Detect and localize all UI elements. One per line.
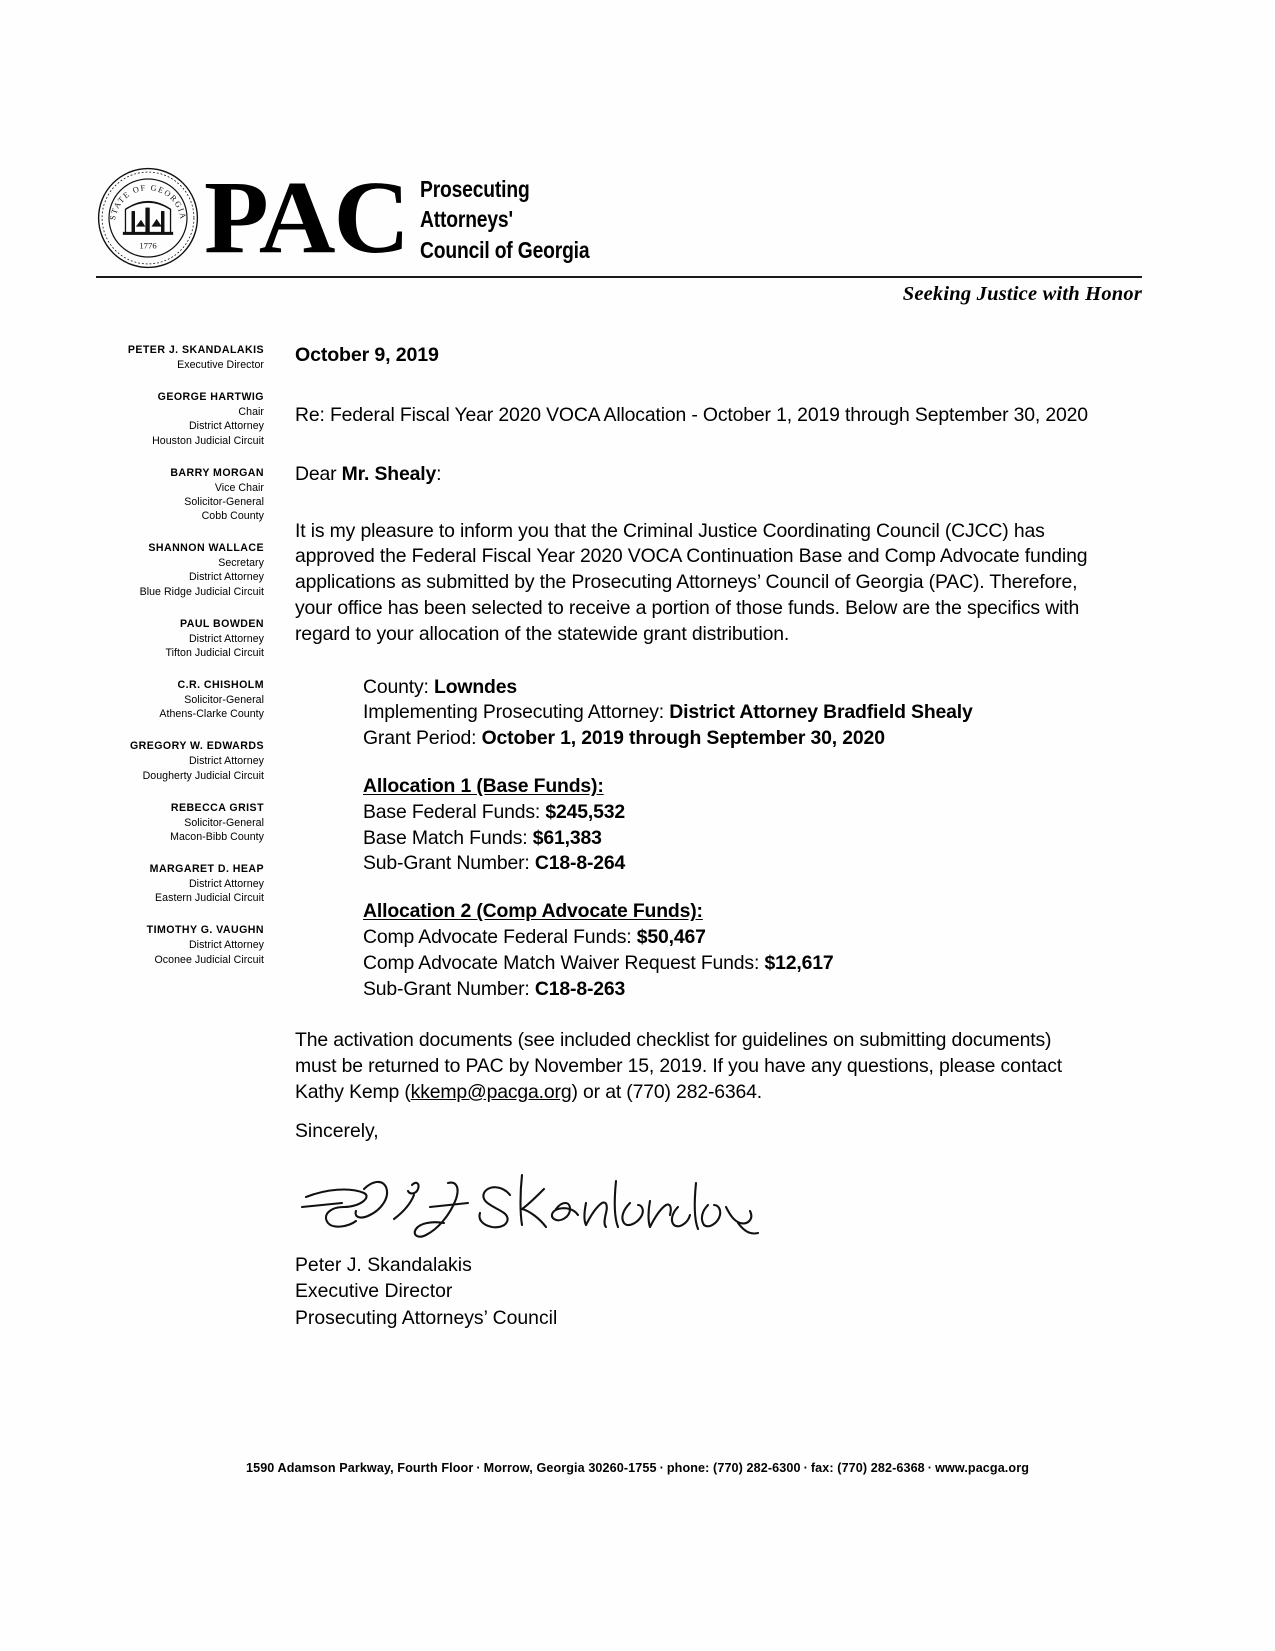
spacer <box>363 752 1095 774</box>
grant-period-label: Grant Period: <box>363 727 482 750</box>
contact-email-link[interactable]: kkemp@pacga.org <box>410 1080 572 1103</box>
county-label: County: <box>363 675 435 698</box>
row-label: Comp Advocate Match Waiver Request Funds: <box>363 951 765 974</box>
allocation-1-row <box>363 826 1095 852</box>
letter-paragraph-closing <box>295 1028 1095 1105</box>
footer-address: 1590 Adamson Parkway, Fourth Floor <box>245 1461 474 1475</box>
footer-fax: fax: (770) 282-6368 <box>810 1461 925 1475</box>
closing-text-part-2: ) or at (770) 282-6364. <box>571 1080 763 1103</box>
roster-name: PAUL BOWDEN <box>179 617 264 630</box>
salutation-suffix: : <box>436 462 442 485</box>
letter-salutation <box>295 462 1095 488</box>
board-roster-sidebar <box>86 344 264 986</box>
letter-date: October 9, 2019 <box>295 344 439 366</box>
letter-closing-salutation: Sincerely, <box>295 1120 379 1142</box>
footer-phone: phone: (770) 282-6300 <box>666 1461 801 1475</box>
footer-separator: · <box>476 1461 481 1475</box>
row-label: Comp Advocate Federal Funds: <box>363 926 637 948</box>
organization-motto: Seeking Justice with Honor <box>902 283 1142 305</box>
pac-acronym: PAC <box>203 159 409 275</box>
footer-city: Morrow, Georgia 30260-1755 <box>483 1461 657 1475</box>
salutation-prefix: Dear <box>295 462 342 485</box>
list-item <box>86 802 264 844</box>
allocation-2-row <box>363 925 1095 951</box>
row-value: $61,383 <box>532 826 602 849</box>
pac-tagline <box>420 170 589 264</box>
attorney-value: District Attorney Bradfield Shealy <box>669 701 973 724</box>
roster-detail: Macon-Bibb County <box>170 830 264 843</box>
roster-name: PETER J. SKANDALAKIS <box>127 344 264 356</box>
roster-detail: Chair <box>238 406 264 419</box>
allocation-1-heading: Allocation 1 (Base Funds): <box>363 775 604 798</box>
list-item <box>86 679 264 721</box>
list-item <box>86 863 264 905</box>
attorney-label: Implementing Prosecuting Attorney: <box>363 701 670 724</box>
allocation-2-heading: Allocation 2 (Comp Advocate Funds): <box>363 900 703 923</box>
row-value: $12,617 <box>764 951 834 974</box>
footer-separator: · <box>659 1461 664 1475</box>
roster-detail: Athens-Clarke County <box>159 708 264 721</box>
row-value: C18-8-264 <box>534 852 626 875</box>
row-value: $245,532 <box>545 800 626 823</box>
salutation-recipient: Mr. Shealy <box>341 462 437 485</box>
roster-name: GEORGE HARTWIG <box>157 391 264 404</box>
letter-body <box>295 342 1095 1106</box>
roster-detail: Solicitor-General <box>184 816 264 829</box>
row-label: Sub-Grant Number: <box>363 977 535 1000</box>
roster-name: SHANNON WALLACE <box>148 542 264 555</box>
footer-website[interactable]: www.pacga.org <box>935 1461 1029 1475</box>
paragraph-text: It is my pleasure to inform you that the Criminal Justice Coordinating Council (CJCC) has approved the Federal Fiscal Year 2020 VOCA Continuation Base and Comp Advocate funding applications as submitted by the Prosecuting Attorneys’ Council of Georgia (PAC). Therefore, your office has been selected to receive a portion of those funds. Below are the specifics with regard to your allocation of the statewide grant distribution. <box>295 519 1088 645</box>
roster-detail: Dougherty Judicial Circuit <box>142 769 264 782</box>
signer-organization: Prosecuting Attorneys’ Council <box>295 1306 558 1329</box>
county-value: Lowndes <box>434 675 517 698</box>
roster-name: REBECCA GRIST <box>170 801 264 814</box>
pac-tagline-line-2: Attorneys' <box>420 206 513 233</box>
list-item <box>86 740 264 782</box>
roster-name: TIMOTHY G. VAUGHN <box>146 924 264 937</box>
row-value: C18-8-263 <box>534 977 626 1000</box>
allocation-2-block <box>363 899 1095 1002</box>
footer-separator: · <box>803 1461 808 1475</box>
roster-detail: Executive Director <box>177 358 264 371</box>
roster-name: C.R. CHISHOLM <box>177 679 264 692</box>
letter-paragraph-intro <box>295 519 1095 648</box>
roster-detail: District Attorney <box>188 878 264 891</box>
header-divider <box>96 276 1142 278</box>
roster-detail: Blue Ridge Judicial Circuit <box>139 585 264 598</box>
roster-detail: Cobb County <box>201 510 264 523</box>
roster-detail: District Attorney <box>188 571 264 584</box>
row-label: Base Match Funds: <box>363 826 533 849</box>
roster-name: MARGARET D. HEAP <box>149 863 264 876</box>
detail-row-county <box>363 675 1095 701</box>
roster-detail: Oconee Judicial Circuit <box>154 953 264 966</box>
list-item <box>86 618 264 660</box>
roster-detail: Secretary <box>218 557 264 570</box>
roster-detail: Eastern Judicial Circuit <box>155 892 264 905</box>
handwritten-signature-icon <box>298 1163 778 1253</box>
signature-block <box>295 1252 557 1331</box>
svg-text:1776: 1776 <box>139 239 157 250</box>
grant-period-value: October 1, 2019 through September 30, 2020 <box>481 727 885 750</box>
roster-detail: Vice Chair <box>214 481 264 494</box>
roster-detail: Houston Judicial Circuit <box>152 434 264 447</box>
list-item <box>86 467 264 524</box>
roster-detail: District Attorney <box>188 939 264 952</box>
list-item <box>86 344 264 372</box>
allocation-2-row <box>363 951 1095 977</box>
georgia-state-seal-icon <box>96 166 200 270</box>
signer-title: Executive Director <box>295 1280 453 1303</box>
list-item <box>86 391 264 448</box>
pac-tagline-line-3: Council of Georgia <box>420 236 590 263</box>
svg-text:STATE OF GEORGIA: STATE OF GEORGIA <box>108 182 188 221</box>
roster-detail: Tifton Judicial Circuit <box>165 646 264 659</box>
allocation-2-row <box>363 977 1095 1003</box>
roster-detail: Solicitor-General <box>184 495 264 508</box>
letter-subject-line: Re: Federal Fiscal Year 2020 VOCA Allocation - October 1, 2019 through September 30, 2020 <box>295 404 1088 427</box>
page-footer <box>0 1461 1275 1475</box>
row-label: Sub-Grant Number: <box>363 852 535 875</box>
row-label: Base Federal Funds: <box>363 800 546 823</box>
allocation-1-row <box>363 800 1095 826</box>
list-item <box>86 542 264 599</box>
roster-name: GREGORY W. EDWARDS <box>129 740 264 753</box>
footer-separator: · <box>927 1461 933 1475</box>
roster-detail: District Attorney <box>188 755 264 768</box>
roster-detail: District Attorney <box>188 632 264 645</box>
letterhead <box>96 160 1141 275</box>
roster-name: BARRY MORGAN <box>170 466 264 479</box>
detail-row-grant-period <box>363 726 1095 752</box>
roster-detail: Solicitor-General <box>184 694 264 707</box>
closing-text-part-1: The activation documents (see included checklist for guidelines on submitting documents) must be returned to PAC by November 15, 2019. If you have any questions, please contact Kathy Kemp ( <box>295 1029 1062 1103</box>
detail-row-attorney <box>363 700 1095 726</box>
allocation-1-row <box>363 851 1095 877</box>
pac-tagline-line-1: Prosecuting <box>420 176 530 203</box>
allocation-1-block <box>363 774 1095 877</box>
row-value: $50,467 <box>636 926 706 948</box>
list-item <box>86 924 264 966</box>
grant-details-block <box>363 675 1095 1003</box>
spacer <box>363 877 1095 899</box>
roster-detail: District Attorney <box>188 420 264 433</box>
signer-name: Peter J. Skandalakis <box>295 1254 472 1276</box>
